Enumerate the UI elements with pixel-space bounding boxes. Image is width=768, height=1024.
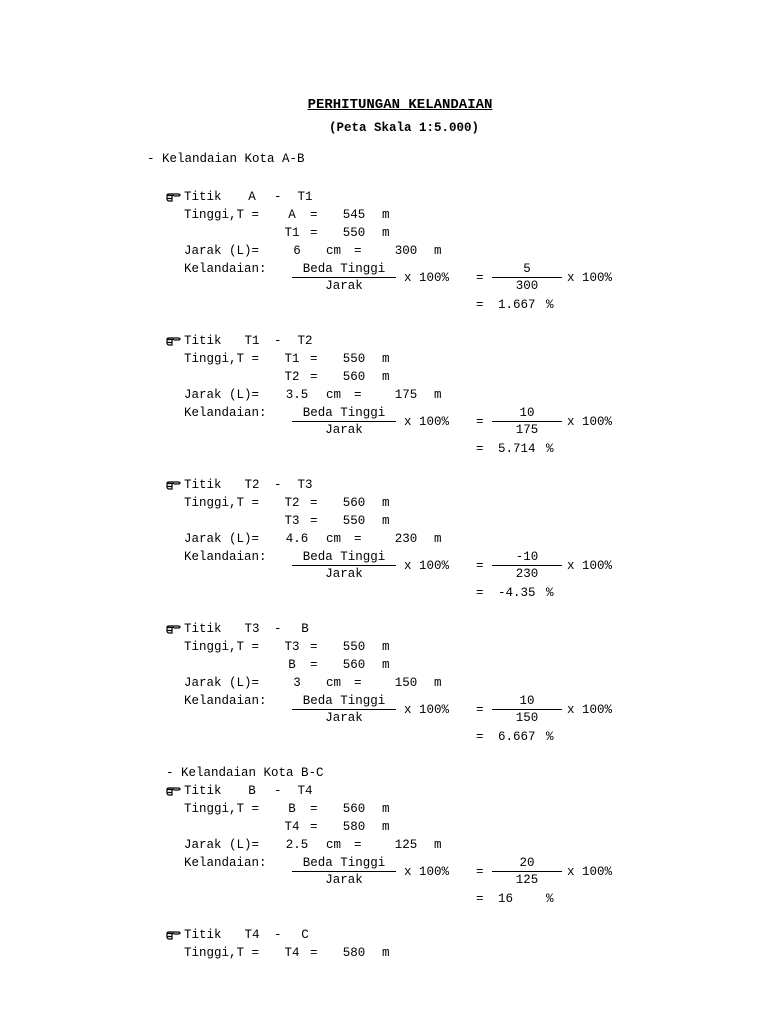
unit-m: m	[382, 802, 390, 816]
fraction-denominator: Jarak	[325, 423, 363, 437]
section-heading: - Kelandaian Kota B-C	[166, 766, 324, 780]
unit-m: m	[382, 226, 390, 240]
equals: =	[354, 532, 362, 546]
unit-m: m	[382, 514, 390, 528]
equals: =	[354, 676, 362, 690]
times-100-percent: x 100%	[404, 703, 450, 717]
unit-m: m	[382, 496, 390, 510]
times-100-percent: x 100%	[567, 865, 613, 879]
jarak-label: Jarak (L)=	[184, 676, 260, 690]
unit-m: m	[382, 820, 390, 834]
height-value-1: 550	[342, 352, 366, 366]
unit-m: m	[382, 946, 390, 960]
equals: =	[310, 640, 318, 654]
distance-m: 230	[394, 532, 418, 546]
point-start: T1	[244, 334, 260, 348]
equals: =	[354, 388, 362, 402]
height-value-2: 550	[342, 226, 366, 240]
equals: =	[476, 586, 484, 600]
kelandaian-label: Kelandaian:	[184, 406, 267, 420]
unit-m: m	[382, 640, 390, 654]
slope-result: 5.714	[498, 442, 536, 456]
tinggi-label: Tinggi,T =	[184, 352, 260, 366]
equals: =	[476, 415, 484, 429]
unit-m: m	[434, 532, 442, 546]
unit-cm: cm	[326, 244, 342, 258]
slope-result: 16	[498, 892, 514, 906]
point-end: T3	[297, 478, 313, 492]
times-100-percent: x 100%	[404, 865, 450, 879]
percent-sign: %	[546, 298, 554, 312]
fraction-numerator: Beda Tinggi	[302, 550, 386, 564]
unit-m: m	[382, 208, 390, 222]
slope-result: 6.667	[498, 730, 536, 744]
distance-cm: 4.6	[285, 532, 309, 546]
unit-cm: cm	[326, 676, 342, 690]
equals: =	[310, 496, 318, 510]
height-value-2: 560	[342, 370, 366, 384]
kelandaian-label: Kelandaian:	[184, 856, 267, 870]
times-100-percent: x 100%	[404, 415, 450, 429]
tinggi-label: Tinggi,T =	[184, 802, 260, 816]
distance-cm: 2.5	[285, 838, 309, 852]
kelandaian-label: Kelandaian:	[184, 694, 267, 708]
unit-cm: cm	[326, 388, 342, 402]
point-end: B	[301, 622, 309, 636]
dash: -	[274, 478, 282, 492]
height-point-2: T4	[284, 820, 300, 834]
tinggi-label: Tinggi,T =	[184, 496, 260, 510]
fraction-numerator: Beda Tinggi	[302, 694, 386, 708]
distance-cm: 3	[293, 676, 301, 690]
dash: -	[274, 622, 282, 636]
tinggi-label: Tinggi,T =	[184, 208, 260, 222]
pointing-hand-icon	[166, 930, 181, 940]
slope-result: -4.35	[498, 586, 536, 600]
equals: =	[310, 226, 318, 240]
point-start: A	[248, 190, 256, 204]
equals: =	[354, 244, 362, 258]
jarak-label: Jarak (L)=	[184, 532, 260, 546]
titik-label: Titik	[184, 784, 222, 798]
document-title: PERHITUNGAN KELANDAIAN	[307, 97, 493, 113]
times-100-percent: x 100%	[567, 415, 613, 429]
height-difference: 10	[519, 694, 535, 708]
kelandaian-label: Kelandaian:	[184, 262, 267, 276]
height-value-2: 560	[342, 658, 366, 672]
jarak-label: Jarak (L)=	[184, 838, 260, 852]
point-end: T4	[297, 784, 313, 798]
equals: =	[310, 946, 318, 960]
distance-value: 125	[515, 873, 539, 887]
height-value-1: 545	[342, 208, 366, 222]
point-start: T2	[244, 478, 260, 492]
distance-value: 150	[515, 711, 539, 725]
titik-label: Titik	[184, 190, 222, 204]
times-100-percent: x 100%	[567, 703, 613, 717]
height-difference: 10	[519, 406, 535, 420]
unit-m: m	[434, 244, 442, 258]
unit-cm: cm	[326, 838, 342, 852]
jarak-label: Jarak (L)=	[184, 388, 260, 402]
point-start: T3	[244, 622, 260, 636]
height-difference: 20	[519, 856, 535, 870]
height-value-2: 550	[342, 514, 366, 528]
titik-label: Titik	[184, 478, 222, 492]
titik-label: Titik	[184, 334, 222, 348]
height-value-1: 580	[342, 946, 366, 960]
pointing-hand-icon	[166, 480, 181, 490]
section-heading: - Kelandaian Kota A-B	[147, 152, 305, 166]
equals: =	[476, 271, 484, 285]
equals: =	[310, 514, 318, 528]
fraction-denominator: Jarak	[325, 279, 363, 293]
point-end: T1	[297, 190, 313, 204]
fraction-denominator: Jarak	[325, 873, 363, 887]
height-difference: -10	[515, 550, 539, 564]
distance-cm: 3.5	[285, 388, 309, 402]
pointing-hand-icon	[166, 192, 181, 202]
unit-m: m	[434, 388, 442, 402]
point-end: C	[301, 928, 309, 942]
fraction-numerator: Beda Tinggi	[302, 406, 386, 420]
height-point-1: T4	[284, 946, 300, 960]
height-point-1: T1	[284, 352, 300, 366]
equals: =	[310, 370, 318, 384]
distance-m: 300	[394, 244, 418, 258]
unit-m: m	[382, 370, 390, 384]
distance-m: 150	[394, 676, 418, 690]
equals: =	[476, 865, 484, 879]
tinggi-label: Tinggi,T =	[184, 946, 260, 960]
unit-m: m	[382, 658, 390, 672]
height-value-1: 560	[342, 496, 366, 510]
times-100-percent: x 100%	[404, 271, 450, 285]
fraction-denominator: Jarak	[325, 711, 363, 725]
height-point-2: T2	[284, 370, 300, 384]
tinggi-label: Tinggi,T =	[184, 640, 260, 654]
pointing-hand-icon	[166, 786, 181, 796]
equals: =	[476, 892, 484, 906]
equals: =	[354, 838, 362, 852]
dash: -	[274, 784, 282, 798]
equals: =	[476, 703, 484, 717]
distance-m: 175	[394, 388, 418, 402]
height-point-2: B	[288, 658, 296, 672]
pointing-hand-icon	[166, 336, 181, 346]
unit-m: m	[434, 676, 442, 690]
height-point-2: T1	[284, 226, 300, 240]
percent-sign: %	[546, 730, 554, 744]
distance-value: 230	[515, 567, 539, 581]
height-value-1: 550	[342, 640, 366, 654]
fraction-denominator: Jarak	[325, 567, 363, 581]
height-point-1: B	[288, 802, 296, 816]
percent-sign: %	[546, 892, 554, 906]
distance-m: 125	[394, 838, 418, 852]
fraction-numerator: Beda Tinggi	[302, 262, 386, 276]
unit-m: m	[434, 838, 442, 852]
equals: =	[310, 820, 318, 834]
height-difference: 5	[523, 262, 531, 276]
titik-label: Titik	[184, 622, 222, 636]
height-point-1: T3	[284, 640, 300, 654]
document-subtitle: (Peta Skala 1:5.000)	[328, 121, 480, 135]
equals: =	[476, 730, 484, 744]
height-value-1: 560	[342, 802, 366, 816]
height-point-1: T2	[284, 496, 300, 510]
dash: -	[274, 190, 282, 204]
unit-m: m	[382, 352, 390, 366]
height-value-2: 580	[342, 820, 366, 834]
pointing-hand-icon	[166, 624, 181, 634]
dash: -	[274, 928, 282, 942]
equals: =	[476, 559, 484, 573]
times-100-percent: x 100%	[404, 559, 450, 573]
equals: =	[476, 298, 484, 312]
kelandaian-label: Kelandaian:	[184, 550, 267, 564]
height-point-1: A	[288, 208, 296, 222]
equals: =	[476, 442, 484, 456]
fraction-numerator: Beda Tinggi	[302, 856, 386, 870]
times-100-percent: x 100%	[567, 559, 613, 573]
equals: =	[310, 352, 318, 366]
equals: =	[310, 658, 318, 672]
equals: =	[310, 208, 318, 222]
height-point-2: T3	[284, 514, 300, 528]
point-start: T4	[244, 928, 260, 942]
equals: =	[310, 802, 318, 816]
dash: -	[274, 334, 282, 348]
titik-label: Titik	[184, 928, 222, 942]
percent-sign: %	[546, 586, 554, 600]
distance-value: 175	[515, 423, 539, 437]
distance-cm: 6	[293, 244, 301, 258]
distance-value: 300	[515, 279, 539, 293]
unit-cm: cm	[326, 532, 342, 546]
point-end: T2	[297, 334, 313, 348]
point-start: B	[248, 784, 256, 798]
percent-sign: %	[546, 442, 554, 456]
jarak-label: Jarak (L)=	[184, 244, 260, 258]
times-100-percent: x 100%	[567, 271, 613, 285]
slope-result: 1.667	[498, 298, 536, 312]
